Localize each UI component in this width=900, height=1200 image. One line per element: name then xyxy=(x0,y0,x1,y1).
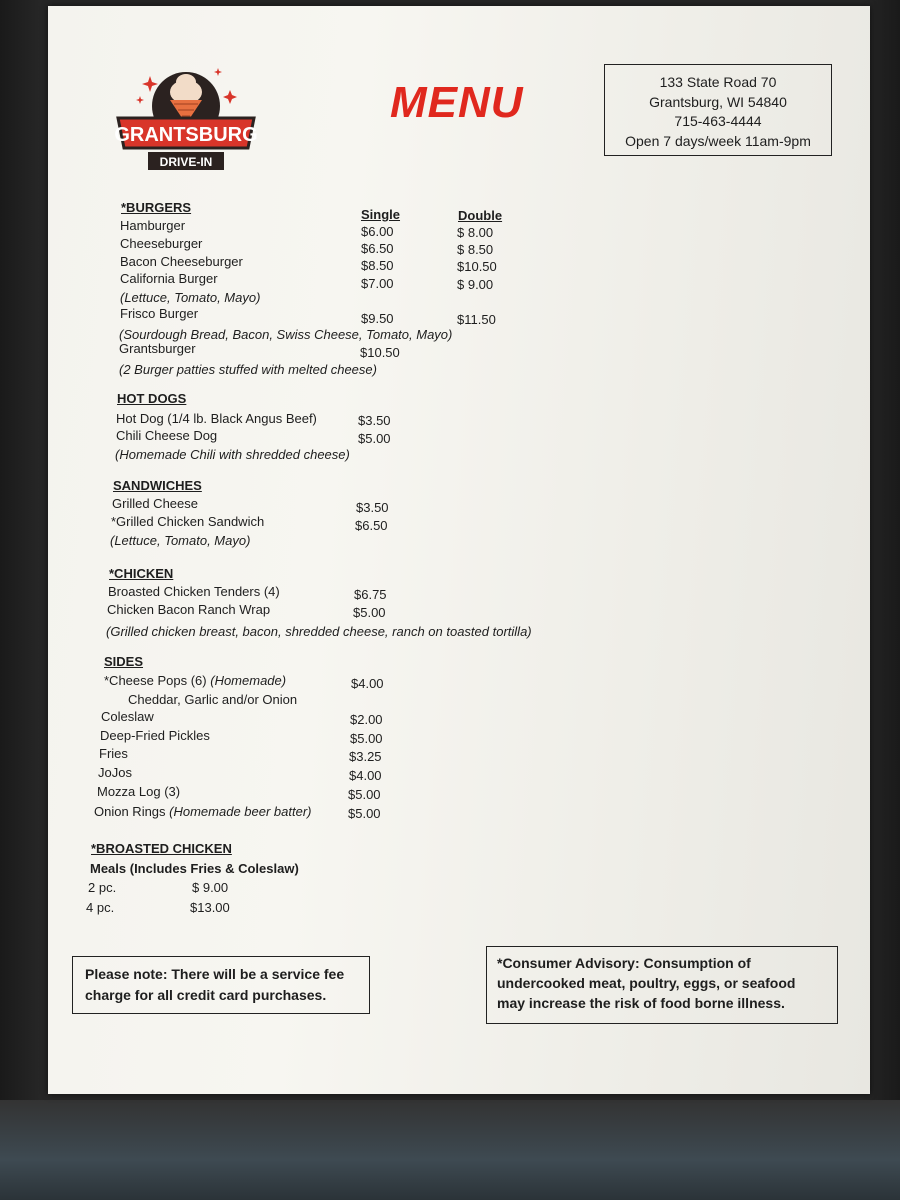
consumer-advisory xyxy=(486,946,838,1024)
item-name-grilled-chicken-sandwich: *Grilled Chicken Sandwich xyxy=(111,514,265,529)
price-single-california-burger: $7.00 xyxy=(361,276,394,291)
item-name-grantsburger: Grantsburger xyxy=(119,341,196,356)
price-double-california-burger: $ 9.00 xyxy=(457,277,494,292)
price-single-cheeseburger: $6.50 xyxy=(361,241,394,256)
item-name-chili-cheese-dog: Chili Cheese Dog xyxy=(116,428,218,443)
price-single-bacon-cheeseburger: $8.50 xyxy=(361,258,394,273)
address-city: Grantsburg, WI 54840 xyxy=(649,93,787,110)
price-jojos: $4.00 xyxy=(349,768,382,783)
price-chili-cheese-dog: $5.00 xyxy=(358,431,391,446)
item-name-cheeseburger: Cheeseburger xyxy=(120,236,203,251)
price-cheese-pops: $4.00 xyxy=(351,676,384,691)
item-name-coleslaw: Coleslaw xyxy=(101,709,154,724)
item-name-california-burger: California Burger xyxy=(120,271,218,286)
price-chicken-tenders: $6.75 xyxy=(354,587,387,602)
advisory-line-3: may increase the risk of food borne illness. xyxy=(497,995,785,1011)
meals-description: Meals (Includes Fries & Coleslaw) xyxy=(90,861,299,876)
advisory-line-1: *Consumer Advisory: Consumption of xyxy=(497,955,751,971)
price-double-hamburger: $ 8.00 xyxy=(457,225,494,240)
item-name-4-pc: 4 pc. xyxy=(86,900,115,915)
item-note-cheese-pops: (Homemade) xyxy=(210,673,287,688)
price-chicken-bacon-ranch-wrap: $5.00 xyxy=(353,605,386,620)
item-name-fries: Fries xyxy=(99,746,128,761)
price-double-cheeseburger: $ 8.50 xyxy=(457,242,494,257)
item-name-frisco-burger: Frisco Burger xyxy=(120,306,199,321)
item-note-california-burger: (Lettuce, Tomato, Mayo) xyxy=(120,290,261,305)
item-name-deep-fried-pickles: Deep-Fried Pickles xyxy=(100,728,210,743)
item-name-2-pc: 2 pc. xyxy=(88,880,117,895)
item-name-bacon-cheeseburger: Bacon Cheeseburger xyxy=(120,254,243,269)
column-header-single: Single xyxy=(361,207,401,222)
item-note-frisco-burger: (Sourdough Bread, Bacon, Swiss Cheese, Tomato, Mayo) xyxy=(119,327,453,342)
phone-number: 715-463-4444 xyxy=(674,113,762,129)
item-note-grantsburger: (2 Burger patties stuffed with melted cheese) xyxy=(119,362,377,377)
item-note-onion-rings: (Homemade beer batter) xyxy=(169,804,312,819)
item-sub-cheese-pops: Cheddar, Garlic and/or Onion xyxy=(128,692,298,707)
table-surface xyxy=(0,1100,900,1200)
logo-name: GRANTSBURG xyxy=(114,124,258,146)
price-onion-rings: $5.00 xyxy=(348,806,381,821)
item-name-hamburger: Hamburger xyxy=(120,218,186,233)
price-grilled-chicken-sandwich: $6.50 xyxy=(355,518,388,533)
logo-subtitle: DRIVE-IN xyxy=(159,155,213,169)
advisory-line-2: undercooked meat, poultry, eggs, or seafood xyxy=(497,975,796,991)
price-single-hamburger: $6.00 xyxy=(361,224,394,239)
price-deep-fried-pickles: $5.00 xyxy=(350,731,383,746)
section-heading-sides: SIDES xyxy=(104,654,144,669)
address-street: 133 State Road 70 xyxy=(659,74,777,90)
price-4-pc: $13.00 xyxy=(190,900,230,915)
section-heading-chicken: *CHICKEN xyxy=(109,566,174,581)
price-mozza-log: $5.00 xyxy=(348,787,381,802)
section-heading-burgers: *BURGERS xyxy=(121,200,192,215)
menu-title: MENU xyxy=(390,78,524,127)
item-note-chicken-bacon-ranch-wrap: (Grilled chicken breast, bacon, shredded cheese, ranch on toasted tortilla) xyxy=(106,624,532,639)
price-fries: $3.25 xyxy=(349,749,382,764)
item-name-chicken-tenders: Broasted Chicken Tenders (4) xyxy=(108,584,280,599)
price-single-frisco-burger: $9.50 xyxy=(361,311,394,326)
price-hot-dog: $3.50 xyxy=(358,413,391,428)
item-name-cheese-pops: *Cheese Pops (6) (Homemade) xyxy=(104,673,287,688)
price-grilled-cheese: $3.50 xyxy=(356,500,389,515)
price-single-grantsburger: $10.50 xyxy=(360,345,400,360)
opening-hours: Open 7 days/week 11am-9pm xyxy=(625,132,811,149)
item-note-chili-cheese-dog: (Homemade Chili with shredded cheese) xyxy=(115,447,350,462)
item-note-grilled-chicken-sandwich: (Lettuce, Tomato, Mayo) xyxy=(110,533,251,548)
price-2-pc: $ 9.00 xyxy=(192,880,229,895)
service-fee-notice xyxy=(72,956,370,1014)
item-name-grilled-cheese: Grilled Cheese xyxy=(112,496,198,511)
price-double-bacon-cheeseburger: $10.50 xyxy=(457,259,497,274)
section-heading-broasted-chicken: *BROASTED CHICKEN xyxy=(91,841,232,856)
price-double-frisco-burger: $11.50 xyxy=(457,312,496,327)
price-coleslaw: $2.00 xyxy=(350,712,383,727)
service-fee-line-2: charge for all credit card purchases. xyxy=(85,987,327,1003)
service-fee-line-1: Please note: There will be a service fee xyxy=(85,966,345,982)
column-header-double: Double xyxy=(458,208,503,223)
item-name-mozza-log: Mozza Log (3) xyxy=(97,784,181,799)
item-name-hot-dog: Hot Dog (1/4 lb. Black Angus Beef) xyxy=(116,411,317,426)
section-heading-hot-dogs: HOT DOGS xyxy=(117,391,187,406)
grantsburg-drive-in-logo xyxy=(112,62,260,174)
item-name-jojos: JoJos xyxy=(98,765,132,780)
item-name-onion-rings: Onion Rings (Homemade beer batter) xyxy=(94,804,312,819)
address-box xyxy=(604,64,832,156)
item-name-chicken-bacon-ranch-wrap: Chicken Bacon Ranch Wrap xyxy=(107,602,271,617)
section-heading-sandwiches: SANDWICHES xyxy=(113,478,202,493)
